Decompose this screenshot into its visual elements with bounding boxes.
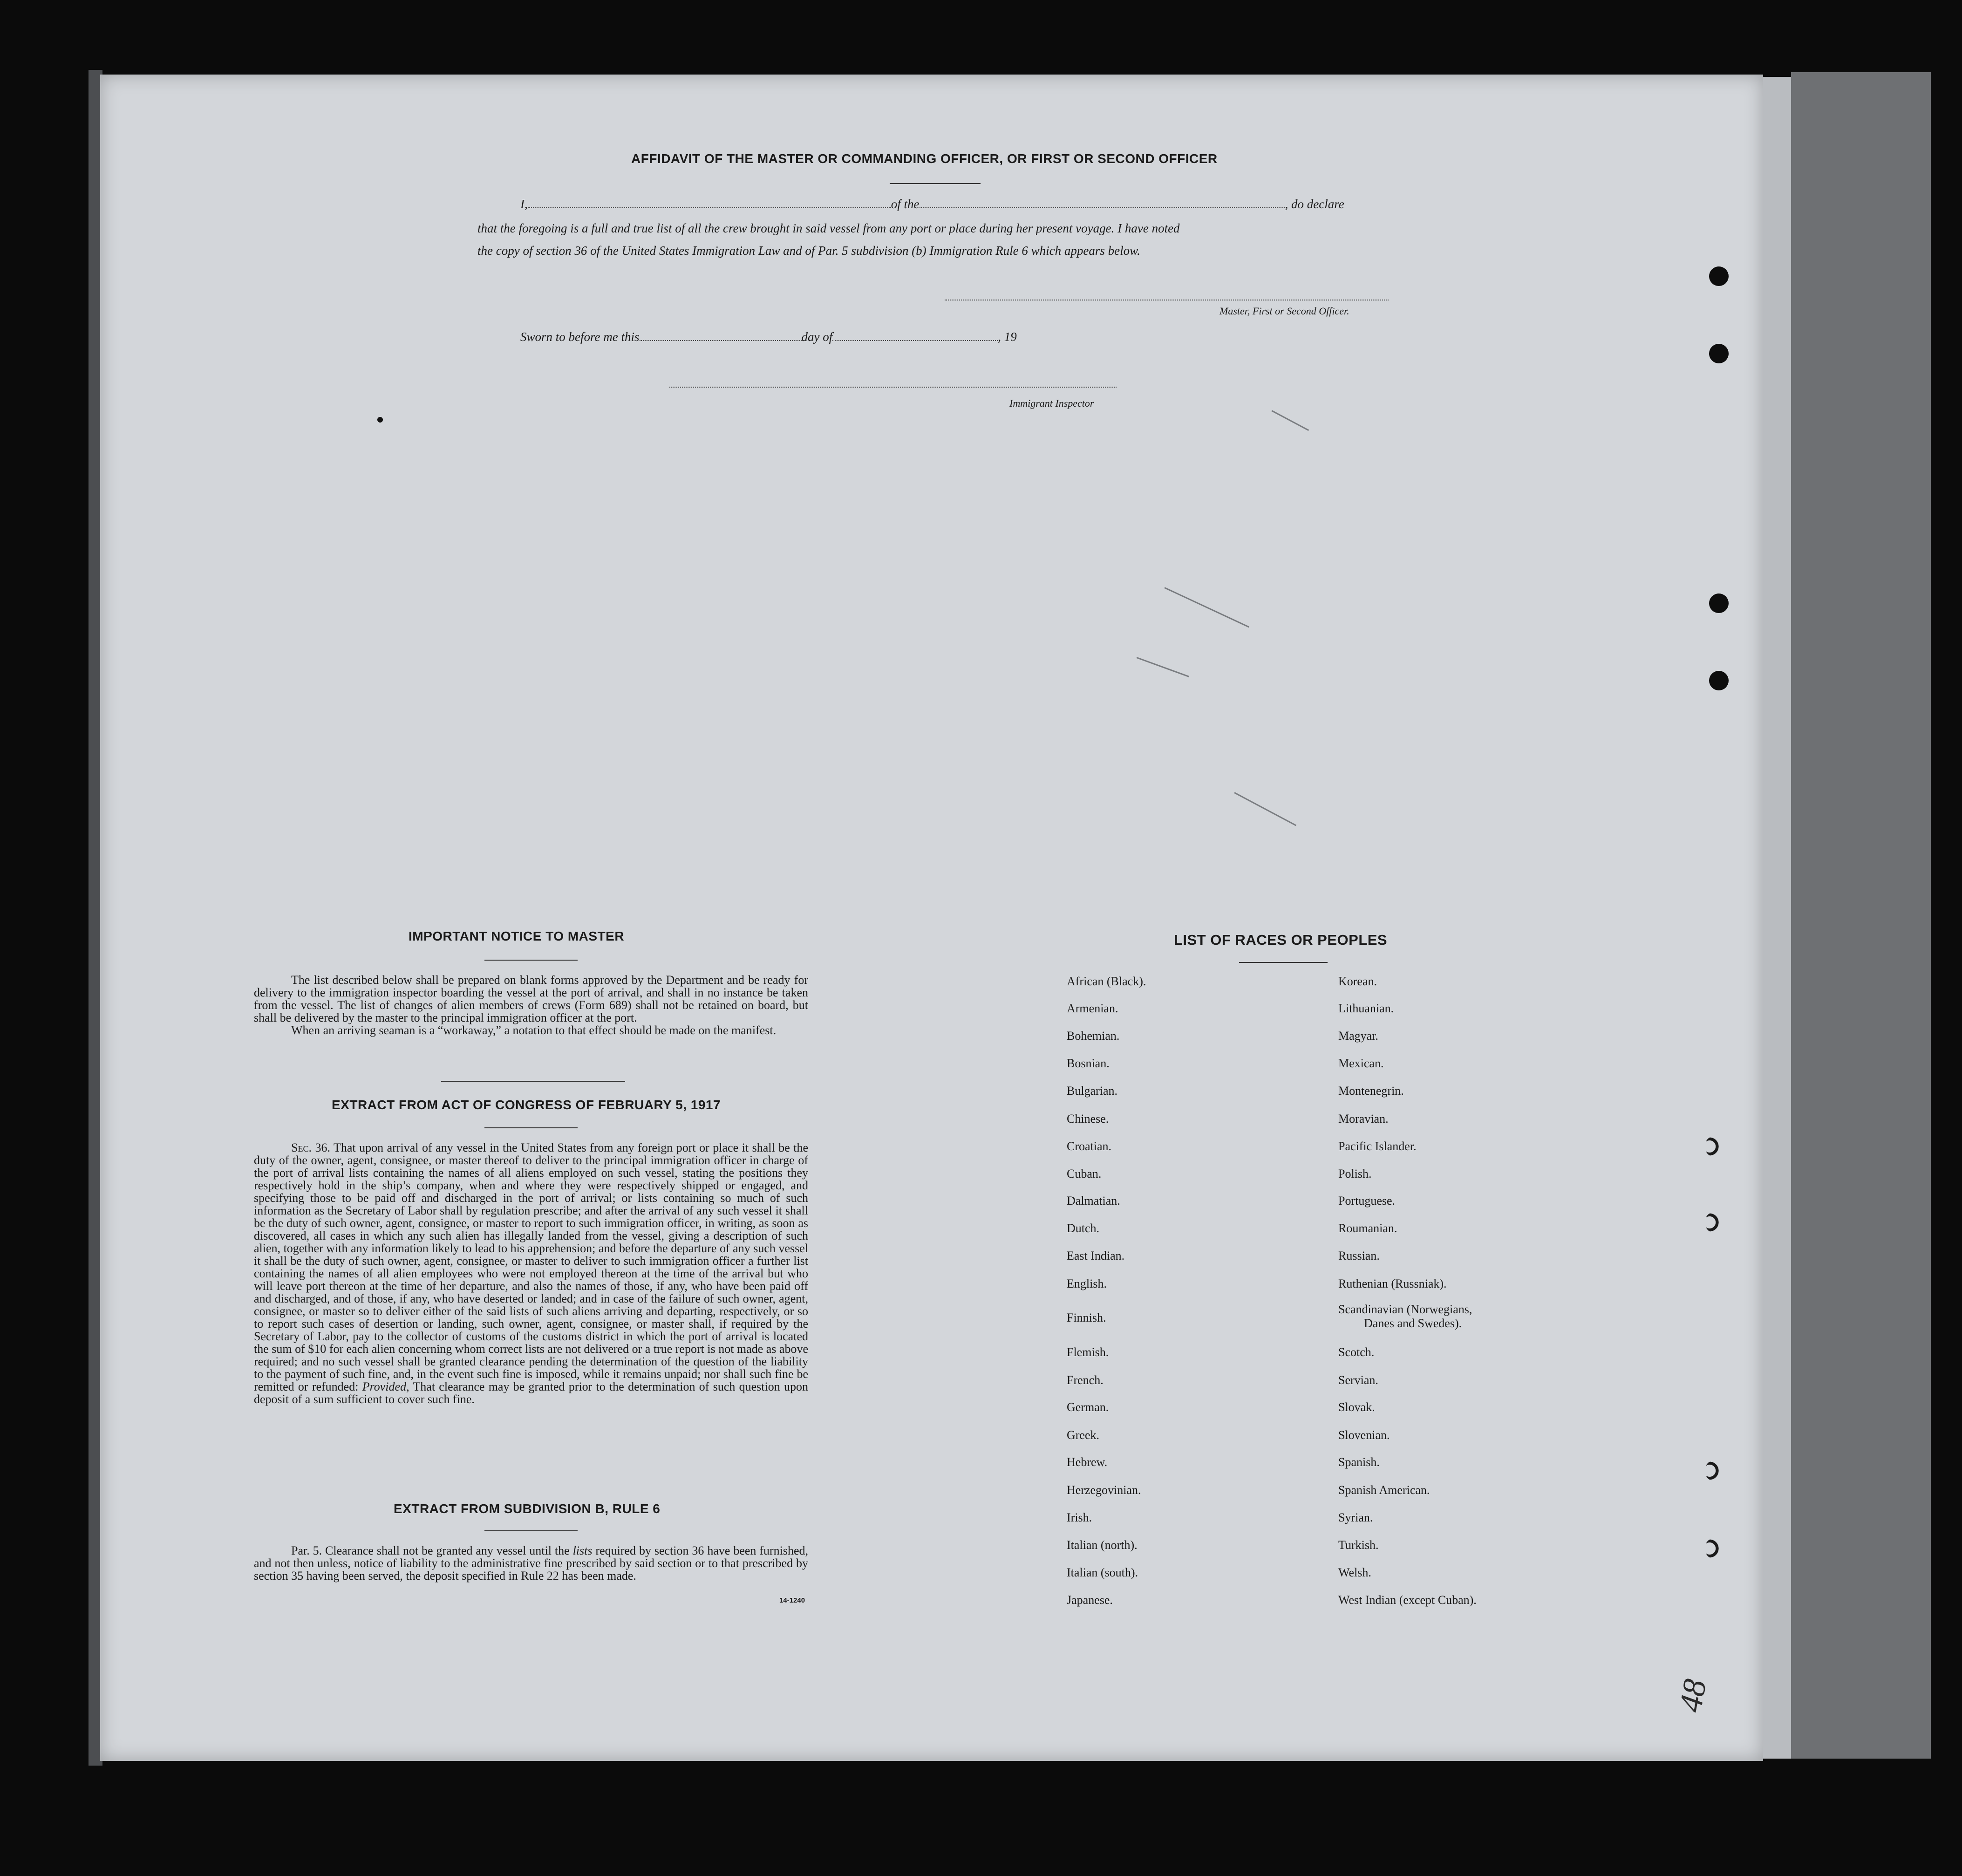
sworn-suffix: , 19 <box>998 330 1017 344</box>
race-item: Turkish. <box>1338 1538 1379 1552</box>
extract-act-body <box>254 1141 808 1405</box>
extract-act-title: EXTRACT FROM ACT OF CONGRESS OF FEBRUARY 5, 1917 <box>332 1098 721 1112</box>
handwritten-mark: 48 <box>1672 1676 1714 1715</box>
binder-hole <box>1709 671 1729 690</box>
race-item: Croatian. <box>1067 1139 1112 1153</box>
extract-act-text: That upon arrival of any vessel in the United States from any foreign port or place it shall be the duty of the owner, agent, consignee, or master thereof to deliver to the principal immigration officer in charge of the port of arrival lists containing the names of all aliens employed on such vessel, stating the positions they respectively hold in the ship’s company, when and where they were respectively shipped or engaged, and specifying those to be paid off and discharged in the port of arrival; or lists containing so much of such information as the Secretary of Labor shall by regulation prescribe; and after the arrival of any such vessel it shall be the duty of such owner, agent, consignee, or master to report to such immigration officer, in writing, as soon as discovered, all cases in which any such alien has illegally landed from the vessel, giving a description of such alien, together with any information likely to lead to his apprehension; and before the departure of any such vessel it shall be the duty of such owner, agent, consignee, or master to deliver to such immigration officer a further list containing the names of all alien employees who were not employed thereon at the time of the arrival but who will leave port thereon at the time of her departure, and also the names of those, if any, who have been paid off and discharged, and of those, if any, who have deserted or landed; and in case of the failure of such owner, agent, consignee, or master so to deliver either of the said lists of such aliens arriving and departing, respectively, or so to report such cases of desertion or landing, such owner, agent, consignee, or master shall, if required by the Secretary of Labor, pay to the collector of customs of the customs district in which the port of arrival is located the sum of $10 for each alien concerning whom correct lists are not delivered or a true report is not made as above required; and no such vessel shall be granted clearance pending the determination of the question of the liability to the payment of such fine, and, in the event such fine is imposed, while it remains unpaid; nor shall such fine be remitted or refunded: <box>254 1141 808 1393</box>
race-item: East Indian. <box>1067 1249 1125 1262</box>
binder-hole <box>1705 1213 1721 1232</box>
binder-hole <box>1705 1137 1721 1156</box>
affidavit-line3: the copy of section 36 of the United States Immigration Law and of Par. 5 subdivision (b) Immigration Rule 6 which appears below. <box>477 244 1140 258</box>
affidavit-title-rule <box>890 183 981 184</box>
affidavit-line1 <box>520 197 1344 211</box>
section-label: Sec. 36. <box>291 1141 330 1154</box>
extract-rule-body <box>254 1544 808 1582</box>
race-item: Armenian. <box>1067 1002 1118 1015</box>
binder-hole <box>1709 266 1729 286</box>
extract-act-rule <box>484 1127 578 1128</box>
vessel-blank <box>920 199 1285 208</box>
sworn-prefix: Sworn to before me this <box>520 330 640 344</box>
race-item: Syrian. <box>1338 1511 1373 1524</box>
extract-act-text-end: That clearance may be granted prior to the determination of such question upon deposit of a sum sufficient to cover such fine. <box>254 1380 809 1406</box>
race-item: Hebrew. <box>1067 1455 1108 1469</box>
race-item: Greek. <box>1067 1428 1100 1442</box>
race-item: Herzegovinian. <box>1067 1483 1141 1497</box>
ink-dot <box>377 417 383 423</box>
lists-word: lists <box>572 1544 593 1557</box>
name-blank <box>528 199 891 208</box>
races-title-rule <box>1239 962 1328 963</box>
affidavit-line1-prefix: I, <box>520 197 528 211</box>
affidavit-line2: that the foregoing is a full and true list of all the crew brought in said vessel from any port or place during her present voyage. I have noted <box>477 221 1180 235</box>
sworn-day-blank <box>640 332 802 341</box>
binder-hole <box>1709 344 1729 363</box>
sworn-month-blank <box>832 332 998 341</box>
race-item: French. <box>1067 1373 1104 1387</box>
race-item: Spanish. <box>1338 1455 1380 1469</box>
notice-end-rule <box>441 1081 625 1082</box>
races-title: LIST OF RACES OR PEOPLES <box>1174 932 1388 948</box>
form-number: 14-1240 <box>779 1596 805 1604</box>
folder-edge <box>1791 72 1931 1759</box>
race-item: Russian. <box>1338 1249 1380 1262</box>
race-item: Japanese. <box>1067 1593 1113 1607</box>
race-item: Italian (north). <box>1067 1538 1138 1552</box>
affidavit-line1-mid: of the <box>891 197 920 211</box>
race-item: Scotch. <box>1338 1345 1375 1359</box>
provided-word: Provided, <box>362 1380 409 1393</box>
race-item: Bosnian. <box>1067 1057 1110 1070</box>
race-item: Lithuanian. <box>1338 1002 1394 1015</box>
extract-rule-text-a: Par. 5. Clearance shall not be granted any vessel until the <box>291 1544 570 1557</box>
race-item: Korean. <box>1338 975 1377 988</box>
race-item: German. <box>1067 1400 1109 1414</box>
race-item: Polish. <box>1338 1167 1372 1180</box>
race-item: Magyar. <box>1338 1029 1378 1043</box>
notice-para1: The list described below shall be prepared on blank forms approved by the Department and be ready for delivery to the immigration inspector boarding the vessel at the port of arrival, and shall in no instance be taken from the vessel. The list of changes of alien members of crews (Form 689) shall not be retained on board, but shall be delivered by the master to the principal immigration officer at the port. <box>254 973 808 1024</box>
sworn-mid: day of <box>801 330 833 344</box>
race-item: Cuban. <box>1067 1167 1102 1180</box>
notice-body <box>254 974 808 1037</box>
race-item: Slovak. <box>1338 1400 1375 1414</box>
race-item: African (Black). <box>1067 975 1146 988</box>
race-item: Scandinavian (Norwegians, <box>1338 1303 1472 1316</box>
race-item: Pacific Islander. <box>1338 1139 1417 1153</box>
document-page <box>100 75 1763 1761</box>
race-item: Italian (south). <box>1067 1566 1138 1579</box>
race-item: Portuguese. <box>1338 1194 1396 1207</box>
race-item: Montenegrin. <box>1338 1084 1404 1098</box>
race-item: Dutch. <box>1067 1221 1100 1235</box>
race-item: English. <box>1067 1277 1107 1290</box>
affidavit-title: AFFIDAVIT OF THE MASTER OR COMMANDING OFFICER, OR FIRST OR SECOND OFFICER <box>631 151 1218 166</box>
notice-para2: When an arriving seaman is a “workaway,” a notation to that effect should be made on the manifest. <box>291 1023 777 1037</box>
race-item: Spanish American. <box>1338 1483 1430 1497</box>
race-item: Mexican. <box>1338 1057 1384 1070</box>
notice-title: IMPORTANT NOTICE TO MASTER <box>409 929 625 943</box>
race-item: Bulgarian. <box>1067 1084 1118 1098</box>
race-item: Welsh. <box>1338 1566 1371 1579</box>
extract-rule-rule <box>484 1530 578 1531</box>
race-item: Servian. <box>1338 1373 1378 1387</box>
race-item: Finnish. <box>1067 1311 1106 1324</box>
race-item: West Indian (except Cuban). <box>1338 1593 1477 1607</box>
page-edge-right <box>1763 77 1791 1759</box>
binder-hole <box>1709 593 1729 613</box>
race-item: Chinese. <box>1067 1112 1109 1126</box>
binder-hole <box>1705 1461 1721 1480</box>
extract-rule-text-b: required by section 36 have been furnished, and not then unless, notice of liability to the administrative fine prescribed by said section or to that prescribed by section 35 having been served, the deposit specified in Rule 22 has been made. <box>254 1544 809 1583</box>
race-item: Ruthenian (Russniak). <box>1338 1277 1447 1290</box>
binder-hole <box>1705 1539 1721 1558</box>
inspector-signature-line <box>669 387 1117 388</box>
race-item: Dalmatian. <box>1067 1194 1120 1207</box>
race-item: Moravian. <box>1338 1112 1389 1126</box>
race-item: Flemish. <box>1067 1345 1109 1359</box>
extract-rule-title: EXTRACT FROM SUBDIVISION B, RULE 6 <box>394 1501 661 1516</box>
inspector-caption: Immigrant Inspector <box>1009 397 1094 409</box>
sworn-line <box>520 330 1017 344</box>
race-item: Irish. <box>1067 1511 1092 1524</box>
master-caption: Master, First or Second Officer. <box>1219 305 1349 317</box>
race-item: Bohemian. <box>1067 1029 1120 1043</box>
affidavit-line1-suffix: , do declare <box>1285 197 1344 211</box>
notice-title-rule <box>484 960 578 961</box>
race-item-continuation: Danes and Swedes). <box>1364 1317 1462 1330</box>
race-item: Slovenian. <box>1338 1428 1390 1442</box>
race-item: Roumanian. <box>1338 1221 1397 1235</box>
